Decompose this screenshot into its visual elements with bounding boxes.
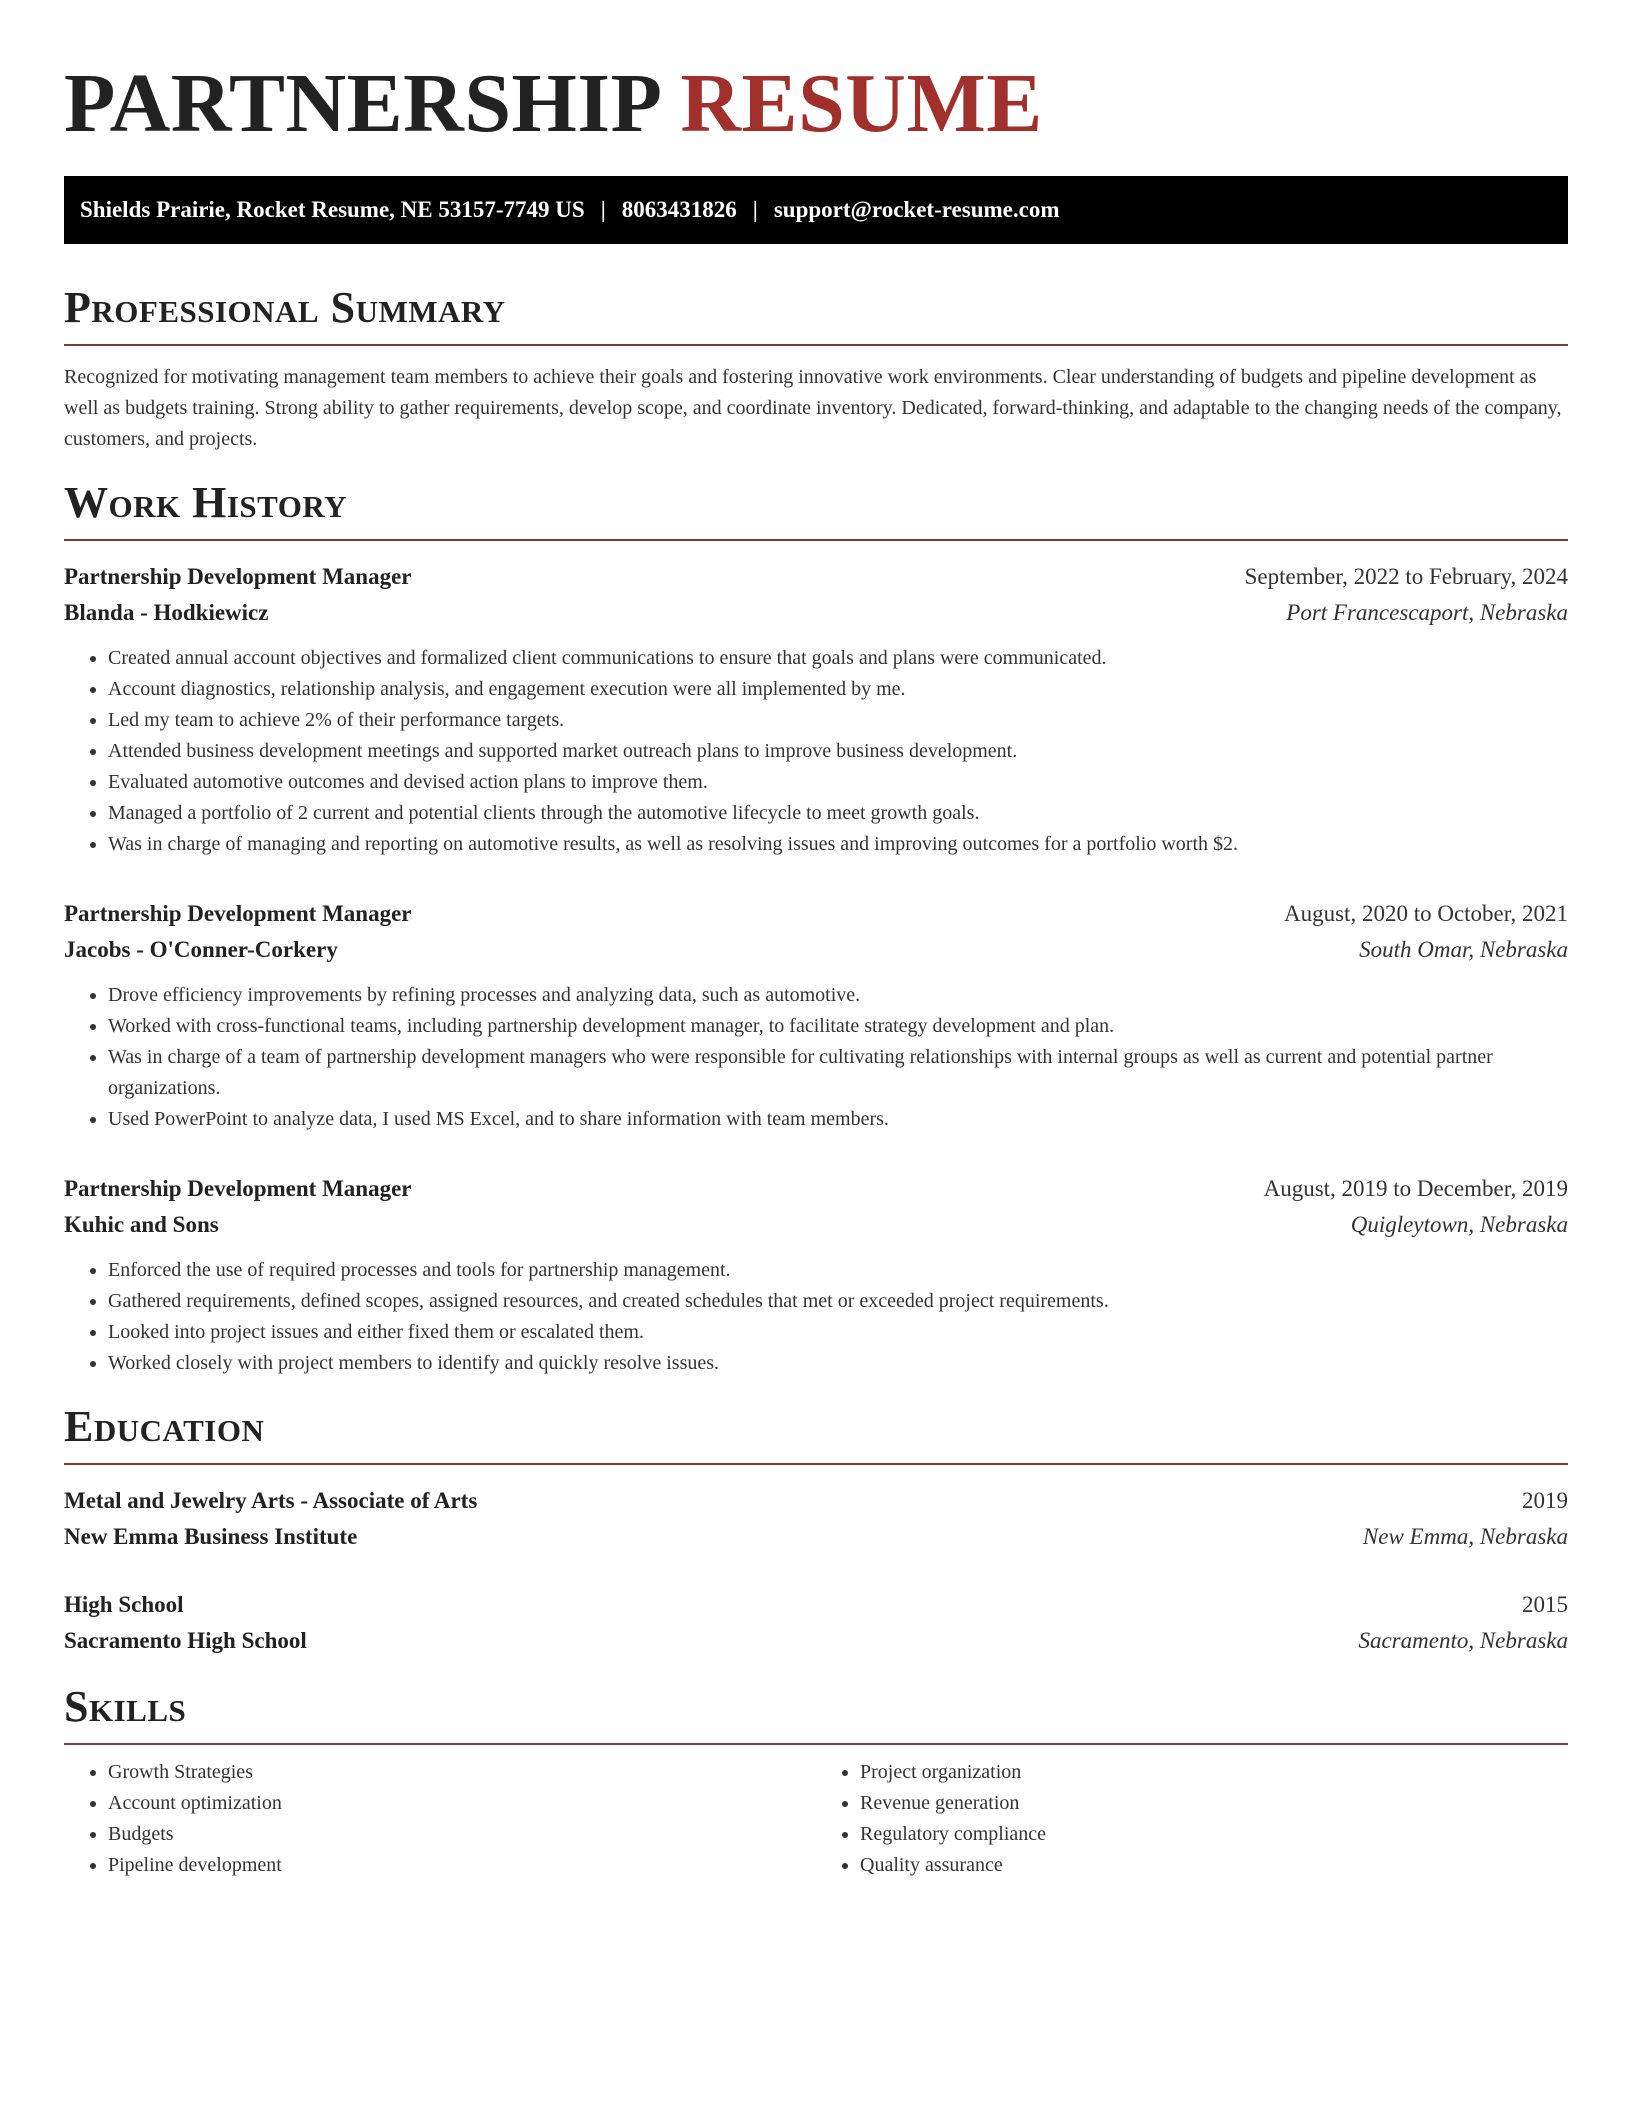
education-year: 2019: [1522, 1488, 1568, 1513]
job-bullet: • Gathered requirements, defined scopes, assigned resources, and created schedules that met or exceeded project requirements.: [108, 1286, 1568, 1317]
education-school: New Emma Business Institute: [64, 1524, 358, 1549]
section-heading: Skills: [64, 1682, 187, 1731]
skills-columns: [64, 1757, 1568, 1881]
education-degree: High School: [64, 1592, 184, 1617]
job-company: Kuhic and Sons: [64, 1212, 219, 1237]
job-location: Quigleytown, Nebraska: [1350, 1212, 1568, 1237]
resume-title: [64, 56, 1568, 152]
contact-bar: [64, 176, 1568, 244]
skill-item: • Pipeline development: [108, 1850, 816, 1881]
section-heading: Professional Summary: [64, 283, 506, 332]
title-first-word: PARTNERSHIP: [64, 57, 663, 150]
education-location: New Emma, Nebraska: [1362, 1524, 1568, 1549]
education-location: Sacramento, Nebraska: [1358, 1628, 1568, 1653]
job-bullet: • Managed a portfolio of 2 current and potential clients through the automotive lifecycle to meet growth goals.: [108, 798, 1568, 829]
job-company: Jacobs - O'Conner-Corkery: [64, 937, 338, 962]
job-dates: August, 2020 to October, 2021: [1284, 901, 1568, 926]
job-bullet: • Enforced the use of required processes and tools for partnership management.: [108, 1255, 1568, 1286]
education-section: [64, 1401, 1568, 1659]
job-bullet: • Used PowerPoint to analyze data, I used MS Excel, and to share information with team members.: [108, 1104, 1568, 1135]
section-heading: Work History: [64, 478, 348, 527]
job-bullet: • Looked into project issues and either fixed them or escalated them.: [108, 1317, 1568, 1348]
job-dates: August, 2019 to December, 2019: [1263, 1176, 1568, 1201]
skill-item: • Quality assurance: [860, 1850, 1568, 1881]
contact-address: Shields Prairie, Rocket Resume, NE 53157-7749 US: [80, 197, 585, 222]
job-bullets: [64, 980, 1568, 1135]
job-bullet: • Was in charge of a team of partnership development managers who were responsible for cultivating relationships with internal groups as well as current and potential partner organizations.: [108, 1042, 1568, 1104]
education-school: Sacramento High School: [64, 1628, 307, 1653]
job-title: Partnership Development Manager: [64, 1176, 412, 1201]
title-second-word: RESUME: [680, 57, 1043, 150]
job-entry: [64, 559, 1568, 860]
contact-separator: |: [752, 197, 758, 222]
job-bullet: • Worked closely with project members to identify and quickly resolve issues.: [108, 1348, 1568, 1379]
job-dates: September, 2022 to February, 2024: [1244, 564, 1568, 589]
job-bullet: • Account diagnostics, relationship analysis, and engagement execution were all implemented by me.: [108, 674, 1568, 705]
skill-item: • Growth Strategies: [108, 1757, 816, 1788]
contact-separator: |: [600, 197, 606, 222]
section-divider: [64, 1463, 1568, 1465]
education-entry: [64, 1483, 1568, 1555]
section-heading: Education: [64, 1402, 265, 1451]
job-bullets: [64, 1255, 1568, 1379]
contact-phone: 8063431826: [621, 197, 737, 222]
section-divider: [64, 1743, 1568, 1745]
job-bullet: • Created annual account objectives and formalized client communications to ensure that goals and plans were communicated.: [108, 643, 1568, 674]
skill-item: • Budgets: [108, 1819, 816, 1850]
job-bullet: • Led my team to achieve 2% of their performance targets.: [108, 705, 1568, 736]
skill-item: • Regulatory compliance: [860, 1819, 1568, 1850]
education-degree: Metal and Jewelry Arts - Associate of Arts: [64, 1488, 478, 1513]
skill-item: • Revenue generation: [860, 1788, 1568, 1819]
job-location: Port Francescaport, Nebraska: [1286, 600, 1568, 625]
job-title: Partnership Development Manager: [64, 901, 412, 926]
job-bullet: • Attended business development meetings and supported market outreach plans to improve business development.: [108, 736, 1568, 767]
job-entry: [64, 896, 1568, 1135]
job-bullet: • Evaluated automotive outcomes and devised action plans to improve them.: [108, 767, 1568, 798]
work-history-section: [64, 477, 1568, 1379]
job-location: South Omar, Nebraska: [1359, 937, 1568, 962]
skill-item: • Account optimization: [108, 1788, 816, 1819]
education-entry: [64, 1587, 1568, 1659]
skills-section: [64, 1681, 1568, 1881]
section-divider: [64, 539, 1568, 541]
skill-item: • Project organization: [860, 1757, 1568, 1788]
summary-text: Recognized for motivating management team members to achieve their goals and fostering innovative work environments. Clear understanding of budgets and pipeline development as well as budgets training. Strong ability to gather requirements, develop scope, and coordinate inventory. Dedicated, forward-thinking, and adaptable to the changing needs of the company, customers, and projects.: [64, 366, 1562, 450]
skills-list-right: [816, 1757, 1568, 1881]
job-bullet: • Drove efficiency improvements by refining processes and analyzing data, such as automotive.: [108, 980, 1568, 1011]
education-year: 2015: [1522, 1592, 1568, 1617]
contact-email: support@rocket-resume.com: [773, 197, 1060, 222]
section-divider: [64, 344, 1568, 346]
job-title: Partnership Development Manager: [64, 564, 412, 589]
skills-list-left: [64, 1757, 816, 1881]
job-bullets: [64, 643, 1568, 860]
job-entry: [64, 1171, 1568, 1379]
job-company: Blanda - Hodkiewicz: [64, 600, 269, 625]
job-bullet: • Was in charge of managing and reporting on automotive results, as well as resolving issues and improving outcomes for a portfolio worth $2.: [108, 829, 1568, 860]
job-bullet: • Worked with cross-functional teams, including partnership development manager, to facilitate strategy development and plan.: [108, 1011, 1568, 1042]
summary-section: [64, 282, 1568, 455]
